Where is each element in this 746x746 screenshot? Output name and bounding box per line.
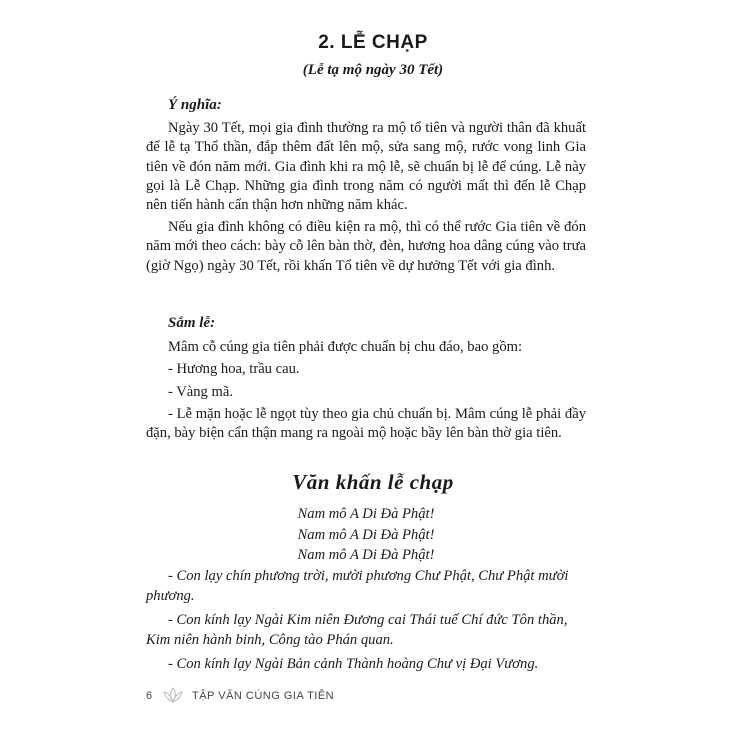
page-number: 6 — [146, 690, 153, 702]
offerings-section — [146, 314, 586, 443]
offerings-intro: Mâm cỗ cúng gia tiên phải được chuẩn bị chu đáo, bao gồm: — [168, 339, 523, 356]
page-subtitle: (Lễ tạ mộ ngày 30 Tết) — [302, 62, 444, 78]
meaning-section — [146, 96, 586, 276]
page-title: 2. LỄ CHẠP — [318, 32, 428, 53]
prayer-paragraph-2: - Con kính lạy Ngài Kim niên Đương cai Thái tuế Chí đức Tôn thần, Kim niên hành binh, Công tào Phán quan. — [146, 611, 568, 648]
prayer-invocation: Nam mô A Di Đà Phật! — [297, 506, 435, 522]
offerings-item: - Hương hoa, trầu cau. — [168, 361, 300, 378]
prayer-invocation: Nam mô A Di Đà Phật! — [297, 526, 435, 543]
lotus-ornament-icon — [162, 686, 184, 704]
prayer-paragraph-1: - Con lạy chín phương trời, mười phương Chư Phật, Chư Phật mười phương. — [146, 567, 569, 604]
prayer-paragraph-3: - Con kính lạy Ngài Bản cảnh Thành hoàng Chư vị Đại Vương. — [168, 655, 539, 672]
prayer-title: Văn khấn lễ chạp — [292, 470, 454, 494]
meaning-paragraph-1: Ngày 30 Tết, mọi gia đình thường ra mộ tổ tiên và người thân đã khuất để lễ tạ Thổ thần, đắp thêm đất lên mộ, sửa sang mộ, rước vong linh Gia tiên về đón năm mới. Gia đình khi ra mộ lễ, sẽ chuẩn bị lễ để cúng. Lễ này gọi là Lễ Chạp. Những gia đình trong năm có người mất thì đến lễ Chạp nên tiến hành cẩn thận hơn những năm khác. — [146, 120, 586, 214]
prayer-invocation: Nam mô A Di Đà Phật! — [297, 547, 435, 563]
offerings-item: - Lễ mặn hoặc lễ ngọt tùy theo gia chủ chuẩn bị. Mâm cúng lễ phải đầy đặn, bày biện cẩn thận mang ra ngoài mộ hoặc bầy lên bàn thờ gia tiên. — [146, 405, 586, 442]
offerings-item: - Vàng mã. — [168, 383, 233, 400]
offerings-heading: Sắm lễ: — [168, 315, 216, 331]
meaning-heading: Ý nghĩa: — [168, 97, 222, 113]
prayer-section — [146, 504, 586, 674]
meaning-paragraph-2: Nếu gia đình không có điều kiện ra mộ, thì có thể rước Gia tiên về đón năm mới theo cách: bày cỗ lên bàn thờ, đèn, hương hoa dâng cúng vào trưa (giờ Ngọ) ngày 30 Tết, rồi khấn Tổ tiên về dự hưởng Tết với gia đình. — [146, 219, 586, 274]
book-title: TẬP VĂN CÚNG GIA TIÊN — [192, 690, 335, 702]
